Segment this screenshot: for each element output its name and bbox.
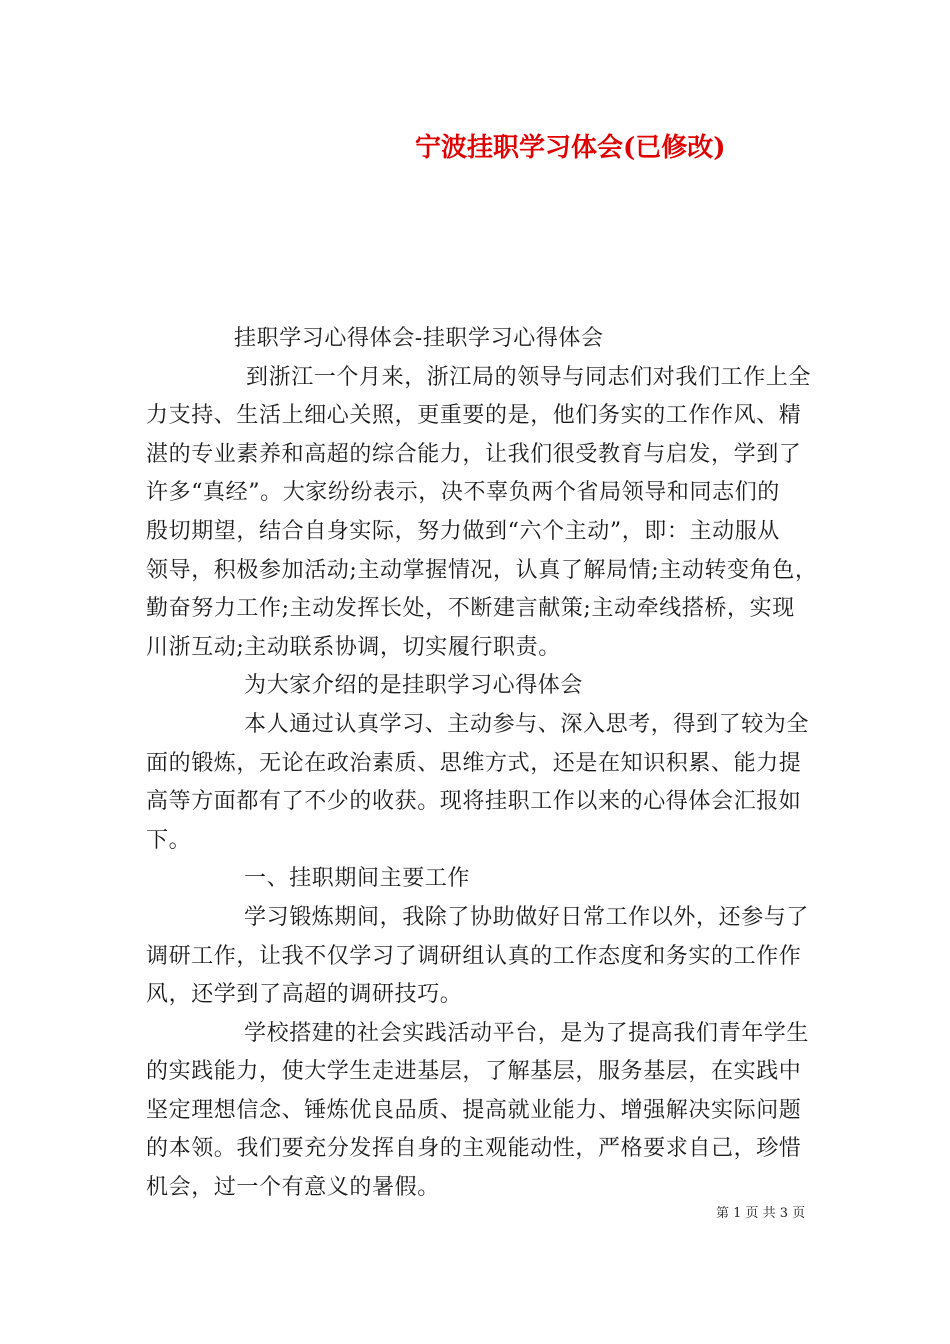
body-line: 的实践能力，使大学生走进基层，了解基层，服务基层，在实践中 bbox=[146, 1059, 802, 1085]
body-line: 调研工作，让我不仅学习了调研组认真的工作态度和务实的工作作 bbox=[146, 943, 802, 969]
body-line: 殷切期望，结合自身实际，努力做到“六个主动”，即：主动服从 bbox=[146, 518, 780, 544]
body-line: 学习锻炼期间，我除了协助做好日常工作以外，还参与了 bbox=[244, 904, 810, 930]
body-line: 风，还学到了高超的调研技巧。 bbox=[146, 982, 463, 1008]
body-line: 本人通过认真学习、主动参与、深入思考，得到了较为全 bbox=[244, 711, 810, 737]
body-line: 领导，积极参加活动;主动掌握情况，认真了解局情;主动转变角色， bbox=[146, 557, 818, 583]
document-body bbox=[146, 320, 818, 1208]
body-line: 下。 bbox=[146, 827, 192, 853]
body-line: 坚定理想信念、锤炼优良品质、提高就业能力、增强解决实际问题 bbox=[146, 1097, 802, 1123]
section-heading: 一、挂职期间主要工作 bbox=[244, 866, 471, 892]
body-line: 学校搭建的社会实践活动平台，是为了提高我们青年学生 bbox=[244, 1020, 810, 1046]
body-line: 许多“真经”。大家纷纷表示，决不辜负两个省局领导和同志们的 bbox=[146, 480, 780, 506]
body-line: 高等方面都有了不少的收获。现将挂职工作以来的心得体会汇报如 bbox=[146, 789, 802, 815]
body-line: 勤奋努力工作;主动发挥长处，不断建言献策;主动牵线搭桥，实现 bbox=[146, 596, 795, 622]
body-line: 力支持、生活上细心关照，更重要的是，他们务实的工作作风、精 bbox=[146, 403, 802, 429]
body-line: 面的锻炼，无论在政治素质、思维方式，还是在知识积累、能力提 bbox=[146, 750, 802, 776]
document-title: 宁波挂职学习体会(已修改) bbox=[415, 133, 726, 163]
page-indicator: 第 1 页 共 3 页 bbox=[716, 1206, 806, 1221]
body-line: 挂职学习心得体会-挂职学习心得体会 bbox=[234, 326, 604, 351]
body-line: 川浙互动;主动联系协调，切实履行职责。 bbox=[146, 634, 561, 660]
body-line: 机会，过一个有意义的暑假。 bbox=[146, 1175, 440, 1201]
body-line: 为大家介绍的是挂职学习心得体会 bbox=[244, 673, 584, 699]
body-line: 湛的专业素养和高超的综合能力，让我们很受教育与启发，学到了 bbox=[146, 441, 802, 467]
body-line: 到浙江一个月来，浙江局的领导与同志们对我们工作上全 bbox=[246, 364, 812, 390]
body-line: 的本领。我们要充分发挥自身的主观能动性，严格要求自己，珍惜 bbox=[146, 1136, 802, 1162]
